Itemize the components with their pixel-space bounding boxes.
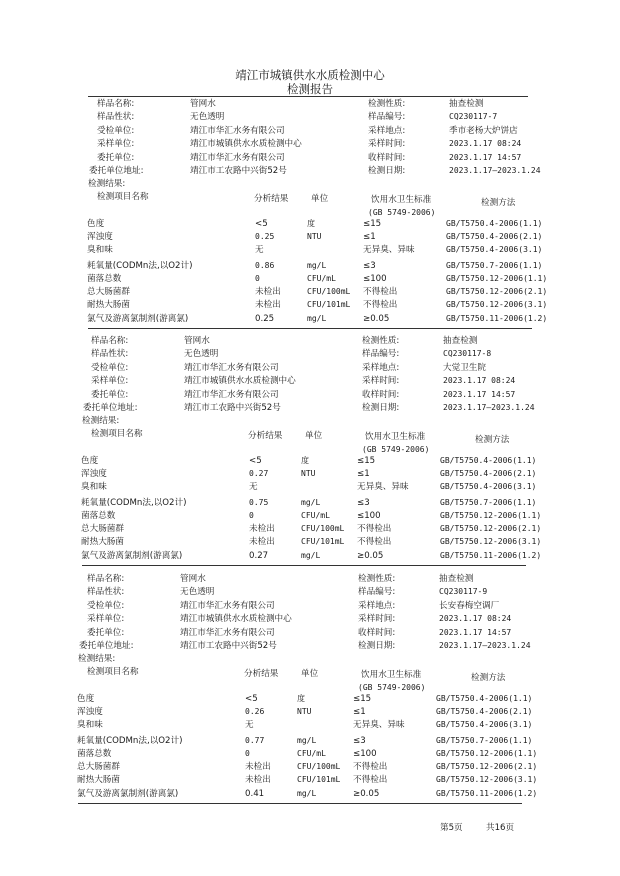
- value-state: 无色透明: [184, 349, 219, 360]
- item-method: GB/T5750.11-2006(1.2): [436, 789, 538, 798]
- page-number: 第5页: [440, 823, 463, 833]
- item-standard: 不得检出: [363, 300, 398, 310]
- item-name: 总大肠菌群: [81, 524, 124, 534]
- item-name: 氯气及游离氯制剂(游离氯): [87, 314, 189, 324]
- label-sampling-place: 采样地点:: [362, 362, 400, 373]
- item-method: GB/T5750.12-2006(1.1): [440, 511, 542, 520]
- label-entrust-address: 委托单位地址:: [79, 641, 134, 651]
- item-result: 0.41: [245, 789, 265, 799]
- item-standard: 不得检出: [353, 775, 388, 785]
- value-client: 靖江市华汇水务有限公司: [184, 362, 279, 373]
- item-name: 浑浊度: [87, 232, 113, 242]
- label-test-type: 检测性质:: [362, 336, 400, 346]
- item-name: 耐热大肠菌: [77, 775, 120, 785]
- page-total: 共16页: [486, 823, 515, 833]
- col-std-header: 饮用水卫生标准: [365, 432, 426, 442]
- item-standard: ≤3: [357, 498, 370, 508]
- value-sampling-unit: 靖江市城镇供水水质检测中心: [184, 376, 296, 387]
- item-result: 0.75: [249, 498, 269, 507]
- item-standard: ≤1: [363, 232, 376, 242]
- label-sampling-place: 采样地点:: [358, 600, 396, 611]
- value-entrust: 靖江市华汇水务有限公司: [190, 152, 285, 163]
- item-standard: ≤1: [353, 707, 366, 717]
- item-unit: mg/L: [297, 736, 317, 745]
- item-standard: 不得检出: [363, 287, 398, 297]
- item-unit: mg/L: [307, 261, 327, 270]
- item-result: <5: [249, 456, 262, 466]
- item-result: 0.26: [245, 707, 265, 716]
- col-std-ref: (GB 5749-2006): [368, 208, 436, 217]
- item-result: 0.86: [255, 261, 275, 270]
- item-unit: mg/L: [301, 551, 321, 560]
- item-method: GB/T5750.12-2006(2.1): [436, 762, 538, 771]
- label-client-unit: 受检单位:: [97, 125, 135, 136]
- value-address: 靖江市工农路中兴街52号: [190, 166, 287, 176]
- item-standard: ≤100: [357, 511, 381, 521]
- value-test-date: 2023.1.17—2023.1.24: [439, 641, 531, 650]
- value-receive-time: 2023.1.17 14:57: [439, 627, 512, 637]
- value-place: 长安春梅空调厂: [439, 600, 500, 611]
- value-test-date: 2023.1.17—2023.1.24: [449, 166, 541, 175]
- item-unit: NTU: [297, 707, 312, 716]
- item-name: 耐热大肠菌: [87, 300, 130, 310]
- item-standard: ≥0.05: [357, 551, 384, 561]
- item-standard: 不得检出: [357, 524, 392, 534]
- value-place: 大觉卫生院: [443, 362, 486, 373]
- item-unit: CFU/mL: [307, 274, 336, 283]
- item-unit: CFU/100mL: [307, 287, 351, 296]
- item-unit: CFU/101mL: [297, 775, 341, 784]
- item-standard: ≤100: [363, 274, 387, 284]
- item-method: GB/T5750.12-2006(2.1): [446, 287, 548, 296]
- label-entrust-address: 委托单位地址:: [83, 403, 138, 413]
- item-unit: CFU/101mL: [301, 537, 345, 546]
- label-receive-time: 收样时间:: [368, 152, 406, 163]
- item-result: 未检出: [255, 287, 281, 297]
- value-test-type: 抽查检测: [443, 336, 478, 346]
- col-method-header: 检测方法: [471, 673, 506, 683]
- label-sampling-unit: 采样单位:: [91, 376, 129, 387]
- item-unit: 度: [301, 456, 309, 465]
- value-address: 靖江市工农路中兴街52号: [180, 641, 277, 651]
- col-item-header: 检测项目名称: [97, 192, 149, 202]
- item-method: GB/T5750.7-2006(1.1): [436, 736, 533, 745]
- col-method-header: 检测方法: [475, 435, 510, 445]
- item-unit: CFU/mL: [301, 511, 330, 520]
- label-test-date: 检测日期:: [362, 403, 400, 413]
- col-method-header: 检测方法: [481, 198, 516, 208]
- label-sample-name: 样品名称:: [91, 336, 129, 346]
- item-unit: mg/L: [297, 789, 317, 798]
- item-unit: NTU: [307, 232, 322, 241]
- item-result: 0.27: [249, 551, 269, 561]
- value-state: 无色透明: [190, 112, 225, 123]
- value-name: 管网水: [190, 99, 216, 109]
- item-standard: ≤1: [357, 469, 370, 479]
- item-method: GB/T5750.12-2006(3.1): [446, 300, 548, 309]
- item-standard: ≤3: [363, 261, 376, 271]
- item-name: 氯气及游离氯制剂(游离氯): [81, 551, 183, 561]
- label-sample-state: 样品性状:: [91, 349, 129, 360]
- col-item-header: 检测项目名称: [91, 429, 143, 439]
- value-sampling-time: 2023.1.17 08:24: [443, 376, 516, 386]
- label-sampling-time: 采样时间:: [368, 139, 406, 150]
- item-name: 浑浊度: [77, 707, 103, 717]
- item-method: GB/T5750.11-2006(1.2): [440, 551, 542, 560]
- item-unit: CFU/100mL: [301, 524, 345, 533]
- item-name: 菌落总数: [81, 511, 116, 521]
- item-result: 无: [249, 482, 258, 492]
- item-method: GB/T5750.4-2006(3.1): [436, 720, 533, 729]
- item-name: 臭和味: [77, 720, 103, 730]
- label-test-date: 检测日期:: [358, 641, 396, 651]
- item-method: GB/T5750.12-2006(2.1): [440, 524, 542, 533]
- label-entrust-unit: 委托单位:: [97, 152, 135, 163]
- col-unit-header: 单位: [301, 669, 319, 679]
- label-sampling-place: 采样地点:: [368, 125, 406, 136]
- item-name: 浑浊度: [81, 469, 107, 479]
- value-sampling-time: 2023.1.17 08:24: [449, 139, 522, 149]
- col-std-ref: (GB 5749-2006): [358, 683, 426, 692]
- label-results: 检测结果:: [88, 179, 126, 189]
- label-receive-time: 收样时间:: [358, 627, 396, 638]
- item-method: GB/T5750.12-2006(3.1): [440, 537, 542, 546]
- item-standard: ≤15: [363, 219, 382, 229]
- divider: [82, 565, 526, 566]
- col-std-header: 饮用水卫生标准: [361, 670, 422, 680]
- value-place: 季市老杨大炉饼店: [449, 125, 518, 136]
- item-name: 色度: [81, 456, 99, 466]
- item-method: GB/T5750.12-2006(3.1): [436, 775, 538, 784]
- col-std-header: 饮用水卫生标准: [371, 195, 432, 205]
- item-method: GB/T5750.12-2006(1.1): [436, 749, 538, 758]
- label-entrust-unit: 委托单位:: [91, 389, 129, 400]
- item-result: 未检出: [245, 775, 271, 785]
- value-sample-no: CQ230117-8: [443, 349, 492, 359]
- item-name: 氯气及游离氯制剂(游离氯): [77, 789, 179, 799]
- item-result: 未检出: [249, 524, 275, 534]
- item-name: 臭和味: [87, 245, 113, 255]
- label-sample-name: 样品名称:: [87, 574, 125, 584]
- label-sample-no: 样品编号:: [362, 349, 400, 360]
- label-entrust-unit: 委托单位:: [87, 627, 125, 638]
- value-sampling-unit: 靖江市城镇供水水质检测中心: [190, 139, 302, 150]
- value-test-date: 2023.1.17—2023.1.24: [443, 403, 535, 412]
- item-standard: ≥0.05: [363, 314, 390, 324]
- col-unit-header: 单位: [305, 431, 323, 441]
- value-test-type: 抽查检测: [439, 574, 474, 584]
- item-method: GB/T5750.4-2006(2.1): [436, 707, 533, 716]
- item-method: GB/T5750.4-2006(2.1): [446, 232, 543, 241]
- item-name: 菌落总数: [87, 274, 122, 284]
- value-sample-no: CQ230117-7: [449, 112, 498, 122]
- col-result-header: 分析结果: [244, 669, 279, 679]
- item-name: 菌落总数: [77, 749, 112, 759]
- item-method: GB/T5750.11-2006(1.2): [446, 314, 548, 323]
- value-name: 管网水: [184, 336, 210, 346]
- item-unit: CFU/100mL: [297, 762, 341, 771]
- value-sample-no: CQ230117-9: [439, 587, 488, 597]
- col-result-header: 分析结果: [248, 431, 283, 441]
- label-sample-state: 样品性状:: [87, 587, 125, 598]
- label-test-date: 检测日期:: [368, 166, 406, 176]
- value-sampling-time: 2023.1.17 08:24: [439, 614, 512, 624]
- item-result: 0.25: [255, 314, 275, 324]
- item-standard: ≤3: [353, 736, 366, 746]
- label-sample-state: 样品性状:: [97, 112, 135, 123]
- item-result: <5: [245, 694, 258, 704]
- item-method: GB/T5750.7-2006(1.1): [440, 498, 537, 507]
- label-sampling-time: 采样时间:: [358, 614, 396, 625]
- value-test-type: 抽查检测: [449, 99, 484, 109]
- item-name: 总大肠菌群: [87, 287, 130, 297]
- item-result: <5: [255, 219, 268, 229]
- label-sampling-unit: 采样单位:: [97, 139, 135, 150]
- col-unit-header: 单位: [311, 194, 329, 204]
- label-sample-name: 样品名称:: [97, 99, 135, 109]
- item-result: 0: [255, 274, 260, 283]
- value-state: 无色透明: [180, 587, 215, 598]
- item-method: GB/T5750.12-2006(1.1): [446, 274, 548, 283]
- item-name: 臭和味: [81, 482, 107, 492]
- item-method: GB/T5750.4-2006(1.1): [436, 694, 533, 703]
- col-std-ref: (GB 5749-2006): [362, 445, 430, 454]
- label-entrust-address: 委托单位地址:: [89, 166, 144, 176]
- label-results: 检测结果:: [78, 654, 116, 664]
- item-name: 色度: [87, 219, 105, 229]
- item-result: 0: [245, 749, 250, 758]
- item-unit: mg/L: [301, 498, 321, 507]
- item-result: 未检出: [255, 300, 281, 310]
- value-entrust: 靖江市华汇水务有限公司: [180, 627, 275, 638]
- item-result: 无: [245, 720, 254, 730]
- item-name: 色度: [77, 694, 95, 704]
- report-org-title: 靖江市城镇供水水质检测中心: [235, 68, 385, 82]
- item-name: 耗氧量(CODMn法,以O2计): [77, 736, 183, 746]
- item-method: GB/T5750.4-2006(1.1): [440, 456, 537, 465]
- item-name: 总大肠菌群: [77, 762, 120, 772]
- item-method: GB/T5750.4-2006(3.1): [440, 482, 537, 491]
- label-sample-no: 样品编号:: [368, 112, 406, 123]
- item-method: GB/T5750.4-2006(3.1): [446, 245, 543, 254]
- value-receive-time: 2023.1.17 14:57: [449, 152, 522, 162]
- item-standard: 无异臭、异味: [353, 720, 405, 730]
- item-result: 未检出: [249, 537, 275, 547]
- value-address: 靖江市工农路中兴街52号: [184, 403, 281, 413]
- item-unit: 度: [307, 219, 315, 228]
- item-standard: ≤15: [353, 694, 372, 704]
- item-name: 耗氧量(CODMn法,以O2计): [87, 261, 193, 271]
- report-title: 检测报告: [287, 82, 333, 96]
- label-sample-no: 样品编号:: [358, 587, 396, 598]
- label-receive-time: 收样时间:: [362, 389, 400, 400]
- col-result-header: 分析结果: [254, 194, 289, 204]
- col-item-header: 检测项目名称: [87, 667, 139, 677]
- value-name: 管网水: [180, 574, 206, 584]
- value-entrust: 靖江市华汇水务有限公司: [184, 389, 279, 400]
- item-result: 0.27: [249, 469, 269, 478]
- item-unit: NTU: [301, 469, 316, 478]
- item-result: 未检出: [245, 762, 271, 772]
- item-unit: mg/L: [307, 314, 327, 323]
- label-test-type: 检测性质:: [358, 574, 396, 584]
- item-unit: CFU/mL: [297, 749, 326, 758]
- item-name: 耐热大肠菌: [81, 537, 124, 547]
- item-standard: 不得检出: [353, 762, 388, 772]
- label-sampling-unit: 采样单位:: [87, 614, 125, 625]
- label-test-type: 检测性质:: [368, 99, 406, 109]
- divider: [78, 803, 522, 804]
- item-standard: ≤15: [357, 456, 376, 466]
- item-standard: 无异臭、异味: [363, 245, 415, 255]
- label-client-unit: 受检单位:: [87, 600, 125, 611]
- divider: [88, 96, 528, 97]
- item-result: 无: [255, 245, 264, 255]
- divider: [88, 328, 532, 329]
- label-client-unit: 受检单位:: [91, 362, 129, 373]
- item-method: GB/T5750.4-2006(1.1): [446, 219, 543, 228]
- label-results: 检测结果:: [82, 416, 120, 426]
- value-client: 靖江市华汇水务有限公司: [190, 125, 285, 136]
- item-standard: ≤100: [353, 749, 377, 759]
- item-result: 0: [249, 511, 254, 520]
- item-unit: 度: [297, 694, 305, 703]
- value-sampling-unit: 靖江市城镇供水水质检测中心: [180, 614, 292, 625]
- value-receive-time: 2023.1.17 14:57: [443, 389, 516, 399]
- item-result: 0.25: [255, 232, 275, 241]
- item-standard: 不得检出: [357, 537, 392, 547]
- item-unit: CFU/101mL: [307, 300, 351, 309]
- label-sampling-time: 采样时间:: [362, 376, 400, 387]
- item-method: GB/T5750.4-2006(2.1): [440, 469, 537, 478]
- value-client: 靖江市华汇水务有限公司: [180, 600, 275, 611]
- item-standard: 无异臭、异味: [357, 482, 409, 492]
- item-standard: ≥0.05: [353, 789, 380, 799]
- item-result: 0.77: [245, 736, 265, 745]
- item-name: 耗氧量(CODMn法,以O2计): [81, 498, 187, 508]
- item-method: GB/T5750.7-2006(1.1): [446, 261, 543, 270]
